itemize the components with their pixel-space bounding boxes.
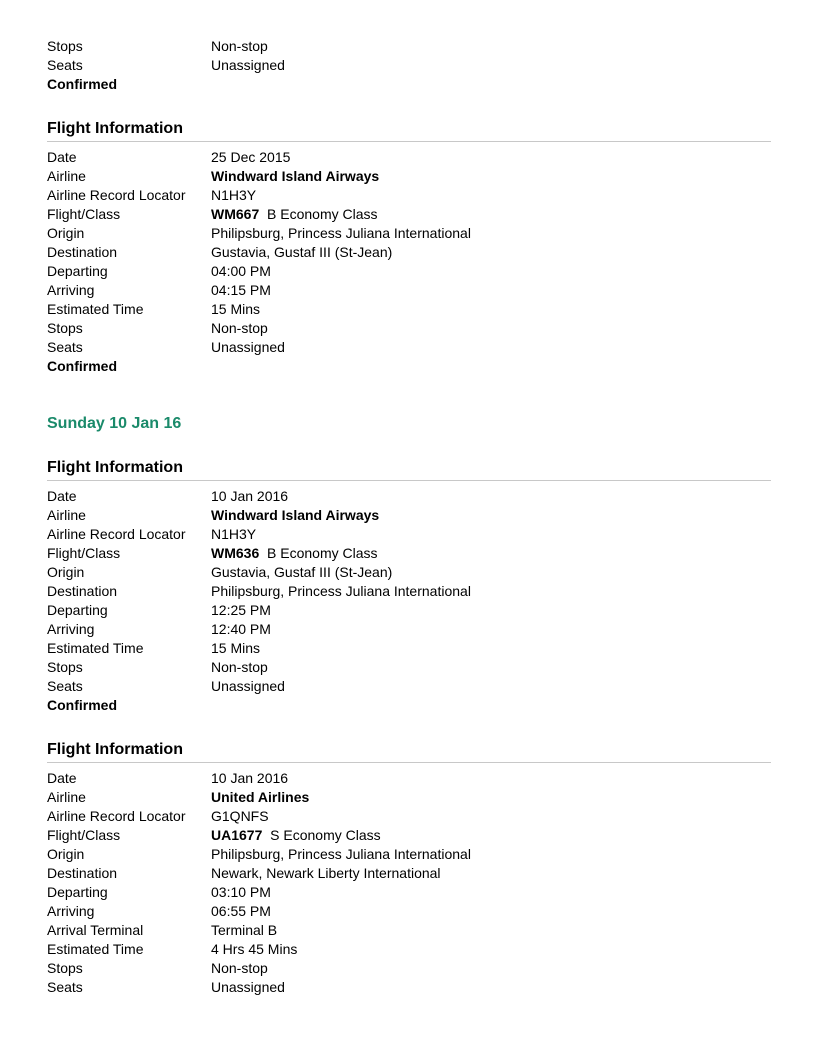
row-value: 15 Mins <box>211 301 261 317</box>
info-row-estimated-time <box>47 639 771 658</box>
row-value: Non-stop <box>211 320 268 336</box>
info-row-airline <box>47 167 771 186</box>
row-value: Windward Island Airways <box>211 168 380 184</box>
partial-flight-section <box>47 37 771 94</box>
row-value <box>211 826 771 845</box>
row-value: 25 Dec 2015 <box>211 149 291 165</box>
row-label: Airline <box>47 507 86 523</box>
row-value: N1H3Y <box>211 526 257 542</box>
row-value: 4 Hrs 45 Mins <box>211 941 298 957</box>
row-value: 04:15 PM <box>211 282 271 298</box>
row-value: Non-stop <box>211 960 268 976</box>
flight-number: WM636 <box>211 545 260 561</box>
info-row-airline <box>47 506 771 525</box>
row-label: Stops <box>47 320 83 336</box>
itinerary-page <box>47 37 771 997</box>
row-value: 12:25 PM <box>211 602 271 618</box>
row-label: Seats <box>47 339 83 355</box>
row-value: 10 Jan 2016 <box>211 488 289 504</box>
row-label: Airline Record Locator <box>47 526 186 542</box>
row-label: Arriving <box>47 903 95 919</box>
info-row-estimated-time <box>47 300 771 319</box>
row-label: Origin <box>47 846 85 862</box>
flight-information-section <box>47 739 771 997</box>
row-label: Destination <box>47 583 118 599</box>
row-label: Flight/Class <box>47 545 121 561</box>
row-label: Departing <box>47 263 108 279</box>
day-heading: Sunday 10 Jan 16 <box>47 415 182 432</box>
confirmed-status: Confirmed <box>47 358 117 374</box>
info-row-locator <box>47 186 771 205</box>
row-value: United Airlines <box>211 789 310 805</box>
row-value: Non-stop <box>211 38 268 54</box>
info-row-stops <box>47 37 771 56</box>
info-row-destination <box>47 243 771 262</box>
info-row-stops <box>47 959 771 978</box>
info-row-seats <box>47 56 771 75</box>
info-row-arrival-terminal <box>47 921 771 940</box>
row-label: Departing <box>47 602 108 618</box>
row-value: 04:00 PM <box>211 263 271 279</box>
info-row-date <box>47 148 771 167</box>
section-title: Flight Information <box>47 118 771 142</box>
row-label: Airline <box>47 789 86 805</box>
row-label: Flight/Class <box>47 206 121 222</box>
row-label: Estimated Time <box>47 941 144 957</box>
row-value: Gustavia, Gustaf III (St-Jean) <box>211 244 393 260</box>
info-row-flight-class <box>47 544 771 563</box>
row-label: Date <box>47 770 77 786</box>
row-label: Estimated Time <box>47 640 144 656</box>
info-row-locator <box>47 807 771 826</box>
row-value <box>211 205 771 224</box>
info-row-seats <box>47 677 771 696</box>
row-value: Unassigned <box>211 678 285 694</box>
row-value: 10 Jan 2016 <box>211 770 289 786</box>
row-value <box>211 544 771 563</box>
row-label: Seats <box>47 57 83 73</box>
row-label: Airline <box>47 168 86 184</box>
info-row-date <box>47 769 771 788</box>
row-label: Destination <box>47 865 118 881</box>
info-row-locator <box>47 525 771 544</box>
confirmed-status: Confirmed <box>47 76 117 92</box>
section-title: Flight Information <box>47 457 771 481</box>
row-value: Windward Island Airways <box>211 507 380 523</box>
info-row-estimated-time <box>47 940 771 959</box>
row-label: Destination <box>47 244 118 260</box>
row-value: Unassigned <box>211 57 285 73</box>
row-label: Arriving <box>47 282 95 298</box>
row-label: Departing <box>47 884 108 900</box>
row-value: Philipsburg, Princess Juliana International <box>211 583 471 599</box>
info-row-departing <box>47 601 771 620</box>
section-title: Flight Information <box>47 739 771 763</box>
info-row-origin <box>47 845 771 864</box>
row-label: Date <box>47 149 77 165</box>
info-row-arriving <box>47 902 771 921</box>
row-value: Unassigned <box>211 979 285 995</box>
row-value: Philipsburg, Princess Juliana International <box>211 225 471 241</box>
row-value: 12:40 PM <box>211 621 271 637</box>
confirmed-status: Confirmed <box>47 697 117 713</box>
flight-information-section <box>47 118 771 376</box>
row-value: Philipsburg, Princess Juliana International <box>211 846 471 862</box>
row-value: Non-stop <box>211 659 268 675</box>
row-label: Estimated Time <box>47 301 144 317</box>
row-value: Newark, Newark Liberty International <box>211 865 441 881</box>
row-value: Terminal B <box>211 922 278 938</box>
info-row-stops <box>47 658 771 677</box>
info-row-departing <box>47 262 771 281</box>
fare-class: S Economy Class <box>270 827 381 843</box>
flight-number: WM667 <box>211 206 260 222</box>
info-row-arriving <box>47 620 771 639</box>
row-value: G1QNFS <box>211 808 269 824</box>
row-label: Stops <box>47 38 83 54</box>
info-row-flight-class <box>47 205 771 224</box>
row-value: N1H3Y <box>211 187 257 203</box>
row-label: Airline Record Locator <box>47 187 186 203</box>
row-label: Arrival Terminal <box>47 922 144 938</box>
row-label: Date <box>47 488 77 504</box>
info-row-origin <box>47 224 771 243</box>
row-label: Seats <box>47 678 83 694</box>
row-value: Gustavia, Gustaf III (St-Jean) <box>211 564 393 580</box>
info-row-airline <box>47 788 771 807</box>
info-row-stops <box>47 319 771 338</box>
row-label: Stops <box>47 659 83 675</box>
info-row-departing <box>47 883 771 902</box>
row-label: Airline Record Locator <box>47 808 186 824</box>
row-value: 15 Mins <box>211 640 261 656</box>
info-row-seats <box>47 978 771 997</box>
row-label: Seats <box>47 979 83 995</box>
row-label: Origin <box>47 225 85 241</box>
fare-class: B Economy Class <box>267 206 378 222</box>
flight-number: UA1677 <box>211 827 263 843</box>
info-row-seats <box>47 338 771 357</box>
row-label: Origin <box>47 564 85 580</box>
row-value: 03:10 PM <box>211 884 271 900</box>
row-label: Arriving <box>47 621 95 637</box>
fare-class: B Economy Class <box>267 545 378 561</box>
row-value: Unassigned <box>211 339 285 355</box>
info-row-origin <box>47 563 771 582</box>
info-row-flight-class <box>47 826 771 845</box>
info-row-date <box>47 487 771 506</box>
row-label: Flight/Class <box>47 827 121 843</box>
row-label: Stops <box>47 960 83 976</box>
flight-information-section <box>47 457 771 715</box>
row-value: 06:55 PM <box>211 903 271 919</box>
info-row-destination <box>47 864 771 883</box>
info-row-destination <box>47 582 771 601</box>
info-row-arriving <box>47 281 771 300</box>
